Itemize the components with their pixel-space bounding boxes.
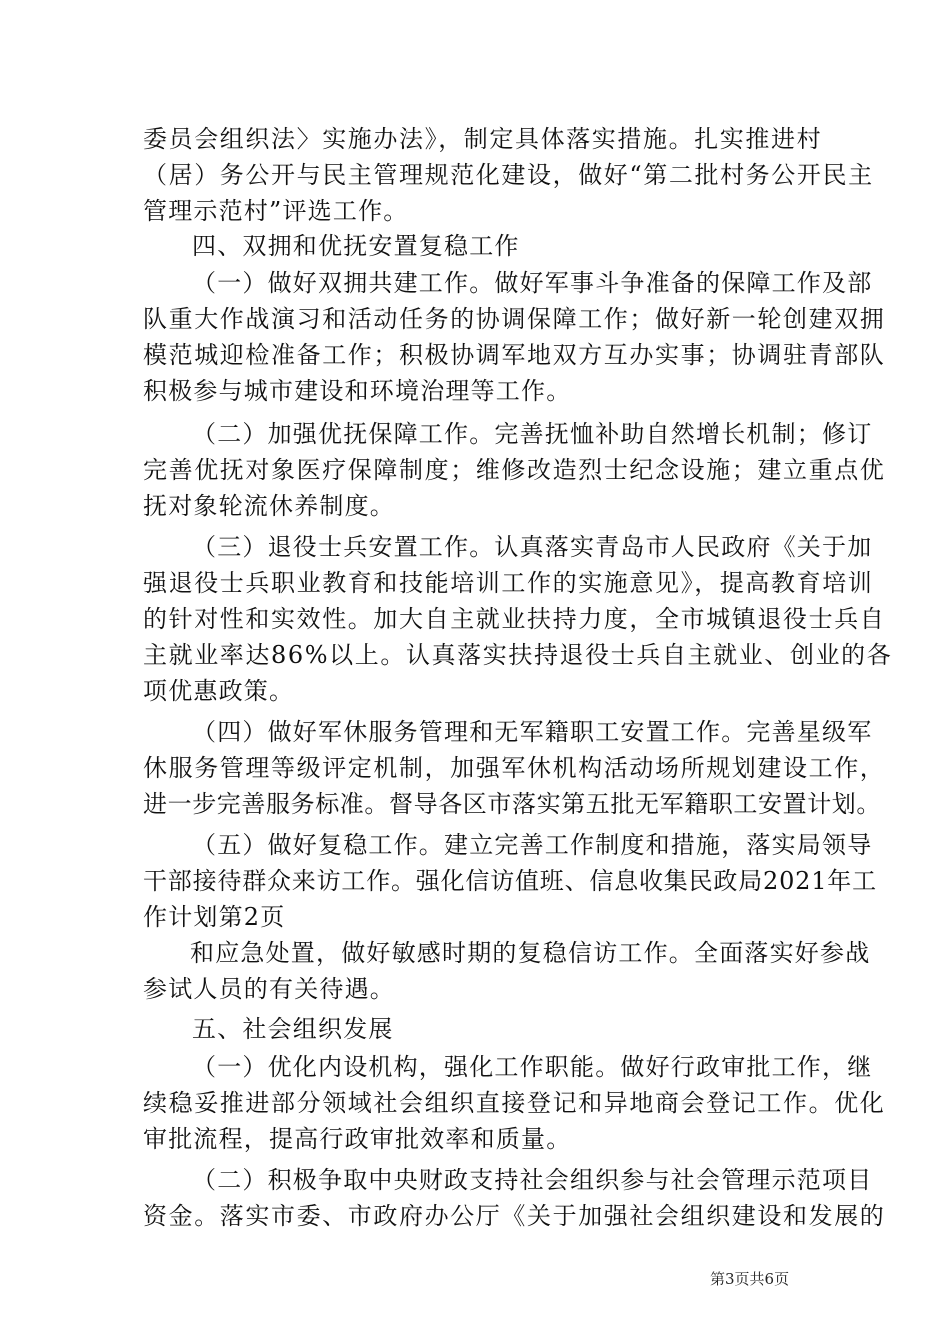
paragraph-line: （四）做好军休服务管理和无军籍职工安置工作。完善星级军 <box>192 718 873 746</box>
paragraph-line: 干部接待群众来访工作。强化信访值班、信息收集民政局2021年工 <box>143 867 877 895</box>
paragraph-line: 队重大作战演习和活动任务的协调保障工作；做好新一轮创建双拥 <box>143 305 886 333</box>
paragraph-line: 和应急处置，做好敏感时期的复稳信访工作。全面落实好参战 <box>190 939 871 967</box>
paragraph-line: 续稳妥推进部分领域社会组织直接登记和异地商会登记工作。优化 <box>143 1089 886 1117</box>
paragraph-line: 管理示范村”评选工作。 <box>143 197 409 225</box>
paragraph-line: 进一步完善服务标准。督导各区市落实第五批无军籍职工安置计划。 <box>143 790 881 818</box>
paragraph-line: 强退役士兵职业教育和技能培训工作的实施意见》，提高教育培训 <box>143 569 874 597</box>
section-heading: 五、社会组织发展 <box>192 1015 394 1043</box>
paragraph-line: 积极参与城市建设和环境治理等工作。 <box>143 377 572 405</box>
paragraph-line: （三）退役士兵安置工作。认真落实青岛市人民政府《关于加 <box>192 533 873 561</box>
paragraph-line: 休服务管理等级评定机制，加强军休机构活动场所规划建设工作， <box>143 754 886 782</box>
paragraph-line: 参试人员的有关待遇。 <box>143 975 395 1003</box>
paragraph-line: 项优惠政策。 <box>143 677 295 705</box>
paragraph-line: 模范城迎检准备工作；积极协调军地双方互办实事；协调驻青部队 <box>143 341 886 369</box>
paragraph-line: （五）做好复稳工作。建立完善工作制度和措施，落实局领导 <box>192 831 873 859</box>
paragraph-line: （一）做好双拥共建工作。做好军事斗争准备的保障工作及部 <box>192 269 873 297</box>
paragraph-line: 主就业率达86%以上。认真落实扶持退役士兵自主就业、创业的各 <box>143 641 893 669</box>
paragraph-line: （二）积极争取中央财政支持社会组织参与社会管理示范项目 <box>192 1166 873 1194</box>
paragraph-line: 审批流程，提高行政审批效率和质量。 <box>143 1125 572 1153</box>
paragraph-line: （一）优化内设机构，强化工作职能。做好行政审批工作，继 <box>192 1053 873 1081</box>
paragraph-line: 资金。落实市委、市政府办公厅《关于加强社会组织建设和发展的 <box>143 1202 886 1230</box>
paragraph-line: 委员会组织法〉实施办法》，制定具体落实措施。扎实推进村 <box>143 125 823 153</box>
paragraph-line: 的针对性和实效性。加大自主就业扶持力度，全市城镇退役士兵自 <box>143 605 886 633</box>
page-number: 第3页共6页 <box>710 1270 790 1288</box>
paragraph-line: 抚对象轮流休养制度。 <box>143 492 395 520</box>
paragraph-line: （二）加强优抚保障工作。完善抚恤补助自然增长机制；修订 <box>192 420 873 448</box>
section-heading: 四、双拥和优抚安置复稳工作 <box>192 232 520 260</box>
paragraph-line: 完善优抚对象医疗保障制度；维修改造烈士纪念设施；建立重点优 <box>143 456 886 484</box>
paragraph-line: 作计划第2页 <box>143 903 286 931</box>
paragraph-line: （居）务公开与民主管理规范化建设，做好“第二批村务公开民主 <box>143 161 874 189</box>
